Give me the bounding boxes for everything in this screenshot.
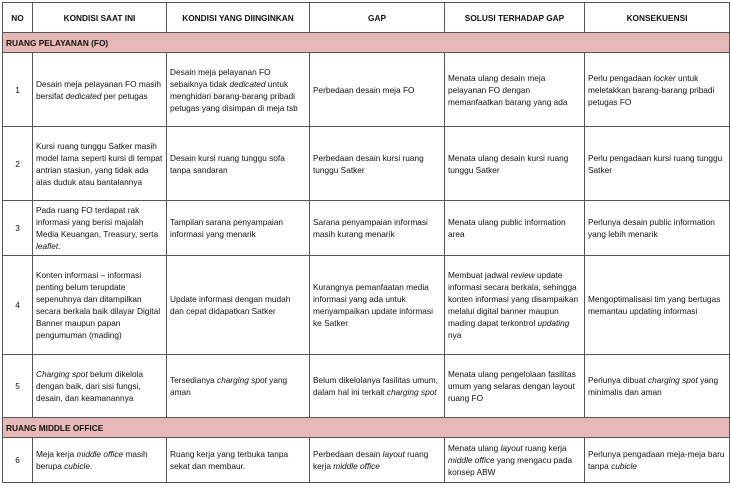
table-row bbox=[3, 438, 730, 483]
cell-text: middle office bbox=[448, 455, 495, 465]
cell-konsekuensi bbox=[585, 201, 730, 256]
section-row-fo bbox=[3, 33, 730, 53]
cell-text: ruang kerja bbox=[313, 449, 429, 471]
cell-text: Charging spot bbox=[36, 369, 88, 379]
cell-solusi bbox=[445, 127, 585, 201]
cell-solusi bbox=[445, 355, 585, 418]
cell-text: . bbox=[58, 241, 61, 251]
cell-text: Tampilan sarana penyampaian informasi yang menarik bbox=[170, 217, 284, 239]
cell-text: Perlunya desain public information yang lebih menarik bbox=[588, 217, 715, 239]
cell-solusi bbox=[445, 201, 585, 256]
header-no: NO bbox=[3, 3, 33, 33]
cell-text: Menata ulang desain meja pelayanan FO dengan memanfaatkan barang yang ada bbox=[448, 72, 568, 107]
cell-text: Kurangnya pemanfaatan media informasi yang ada untuk menyampaikan update informasi ke Satker bbox=[313, 282, 433, 328]
table-row bbox=[3, 127, 730, 201]
cell-no: 1 bbox=[3, 53, 33, 127]
gap-analysis-table bbox=[2, 2, 730, 483]
cell-text: Update informasi dengan mudah dan cepat didapatkan Satker bbox=[170, 294, 291, 316]
cell-text: Desain kursi ruang tunggu sofa tanpa sandaran bbox=[170, 152, 285, 175]
cell-text: masih berupa bbox=[36, 449, 148, 471]
cell-no: 3 bbox=[3, 201, 33, 256]
cell-kondisi bbox=[33, 127, 167, 201]
cell-konsekuensi bbox=[585, 127, 730, 201]
cell-text: belum dikelola dengan baik, dari sisi fungsi, desain, dan keamanannya bbox=[36, 369, 144, 403]
cell-kondisi bbox=[33, 256, 167, 355]
cell-text: Perbedaan desain kursi ruang tunggu Satker bbox=[313, 152, 424, 175]
cell-text: Pada ruang FO terdapat rak informasi yang berisi majalah Media Keuangan, Treasury, serta bbox=[36, 205, 159, 239]
cell-konsekuensi bbox=[585, 53, 730, 127]
cell-gap bbox=[310, 53, 445, 127]
cell-text: Sarana penyampaian informasi masih kurang menarik bbox=[313, 217, 428, 239]
section-row-middle bbox=[3, 418, 730, 438]
cell-text: locker bbox=[653, 72, 676, 83]
cell-text: Mengoptimalisasi tim yang bertugas memantau updating informasi bbox=[588, 294, 721, 316]
cell-text: Perlu pengadaan kursi ruang tunggu Satker bbox=[588, 152, 723, 175]
cell-text: Belum dikelolanya fasilitas umum, dalam hal ini terkait bbox=[313, 375, 438, 397]
table-row bbox=[3, 256, 730, 355]
header-row bbox=[3, 3, 730, 33]
cell-text: review bbox=[510, 270, 535, 280]
cell-text: per petugas bbox=[101, 90, 148, 101]
cell-diinginkan bbox=[167, 201, 310, 256]
header-konsekuensi: KONSEKUENSI bbox=[585, 3, 730, 33]
header-kondisi: KONDISI SAAT INI bbox=[33, 3, 167, 33]
cell-text: layout bbox=[500, 443, 523, 453]
cell-text: dedicated bbox=[229, 78, 266, 89]
cell-kondisi bbox=[33, 438, 167, 483]
cell-solusi bbox=[445, 256, 585, 355]
cell-gap bbox=[310, 201, 445, 256]
cell-text: Tersedianya bbox=[170, 375, 218, 385]
cell-solusi bbox=[445, 438, 585, 483]
table-row bbox=[3, 201, 730, 256]
header-gap: GAP bbox=[310, 3, 445, 33]
cell-text: Menata ulang desain kursi ruang tunggu Satker bbox=[448, 152, 569, 175]
cell-text: yang minimalis dan aman bbox=[588, 375, 719, 397]
cell-kondisi bbox=[33, 53, 167, 127]
cell-diinginkan bbox=[167, 127, 310, 201]
cell-text: untuk menghidari barang-barang pribadi petugas yang disimpan di meja tsb bbox=[170, 78, 298, 113]
cell-text: Kursi ruang tunggu Satker masih model lama seperti kursi di tempat antrian stasiun, yang tidak ada alas duduk atau bantalannya bbox=[36, 140, 163, 187]
cell-text: Perbedaan desain bbox=[313, 449, 383, 459]
section-title-fo: RUANG PELAYANAN (FO) bbox=[3, 33, 730, 53]
cell-text: yang aman bbox=[170, 375, 288, 397]
cell-text: Perbedaan desain meja FO bbox=[313, 84, 415, 95]
cell-no: 2 bbox=[3, 127, 33, 201]
cell-no: 4 bbox=[3, 256, 33, 355]
cell-text: Perlunya dibuat bbox=[588, 375, 648, 385]
cell-text: layout bbox=[382, 449, 405, 459]
table-row bbox=[3, 53, 730, 127]
cell-text: . bbox=[89, 461, 93, 471]
cell-text: Menata ulang pengelolaan fasilitas umum yang selaras dengan layout ruang FO bbox=[448, 369, 576, 403]
cell-text: Menata ulang bbox=[448, 443, 501, 453]
cell-text: charging spot bbox=[647, 375, 698, 385]
cell-text: Menata ulang public information area bbox=[448, 217, 566, 239]
cell-text: yang mengacu pada konsep ABW bbox=[448, 455, 573, 477]
cell-gap bbox=[310, 256, 445, 355]
cell-solusi bbox=[445, 53, 585, 127]
cell-konsekuensi bbox=[585, 355, 730, 418]
cell-no: 6 bbox=[3, 438, 33, 483]
cell-text: Desain meja pelayanan FO sebaiknya tidak bbox=[170, 66, 271, 89]
cell-diinginkan bbox=[167, 355, 310, 418]
cell-text: dedicated bbox=[65, 90, 102, 101]
cell-text: untuk meletakkan barang-barang pribadi petugas FO bbox=[588, 72, 715, 107]
cell-kondisi bbox=[33, 201, 167, 256]
cell-text: leaflet bbox=[36, 241, 59, 251]
cell-text: Konten informasi – informasi penting belum terupdate sepenuhnya dan ditampilkan secara berkala baik dilayar Digital Banner maupun papan pengumuman (mading) bbox=[36, 270, 161, 340]
cell-kondisi bbox=[33, 355, 167, 418]
cell-text: nya bbox=[448, 330, 462, 340]
cell-text: Perlunya pengadaan meja-meja baru tanpa bbox=[588, 449, 725, 471]
cell-text: Ruang kerja yang terbuka tanpa sekat dan membaur. bbox=[170, 449, 289, 471]
header-diinginkan: KONDISI YANG DIINGINKAN bbox=[167, 3, 310, 33]
header-solusi: SOLUSI TERHADAP GAP bbox=[445, 3, 585, 33]
cell-text: Membuat jadwal bbox=[448, 270, 511, 280]
cell-konsekuensi bbox=[585, 438, 730, 483]
cell-no: 5 bbox=[3, 355, 33, 418]
cell-konsekuensi bbox=[585, 256, 730, 355]
cell-text: charging spot bbox=[217, 375, 267, 385]
cell-text: cubicle bbox=[611, 461, 637, 471]
cell-text: cubicle bbox=[64, 461, 90, 471]
cell-text: Meja kerja bbox=[36, 449, 77, 459]
cell-text: middle office bbox=[76, 449, 124, 459]
cell-gap bbox=[310, 438, 445, 483]
cell-text: charging spot bbox=[386, 387, 437, 397]
section-title-middle: RUANG MIDDLE OFFICE bbox=[3, 418, 730, 438]
cell-diinginkan bbox=[167, 438, 310, 483]
cell-gap bbox=[310, 127, 445, 201]
cell-text: Perlu pengadaan bbox=[588, 72, 654, 83]
cell-text: updating bbox=[537, 318, 570, 328]
cell-text: update informasi secara berkala, sehingga konten informasi yang disampaikan melalui digital banner maupun mading dapat terkontrol bbox=[448, 270, 579, 328]
table-row bbox=[3, 355, 730, 418]
cell-diinginkan bbox=[167, 53, 310, 127]
cell-gap bbox=[310, 355, 445, 418]
cell-text: Desain meja pelayanan FO masih bersifat bbox=[36, 78, 161, 101]
cell-text: middle office bbox=[333, 461, 380, 471]
cell-text: ruang kerja bbox=[522, 443, 567, 453]
cell-diinginkan bbox=[167, 256, 310, 355]
